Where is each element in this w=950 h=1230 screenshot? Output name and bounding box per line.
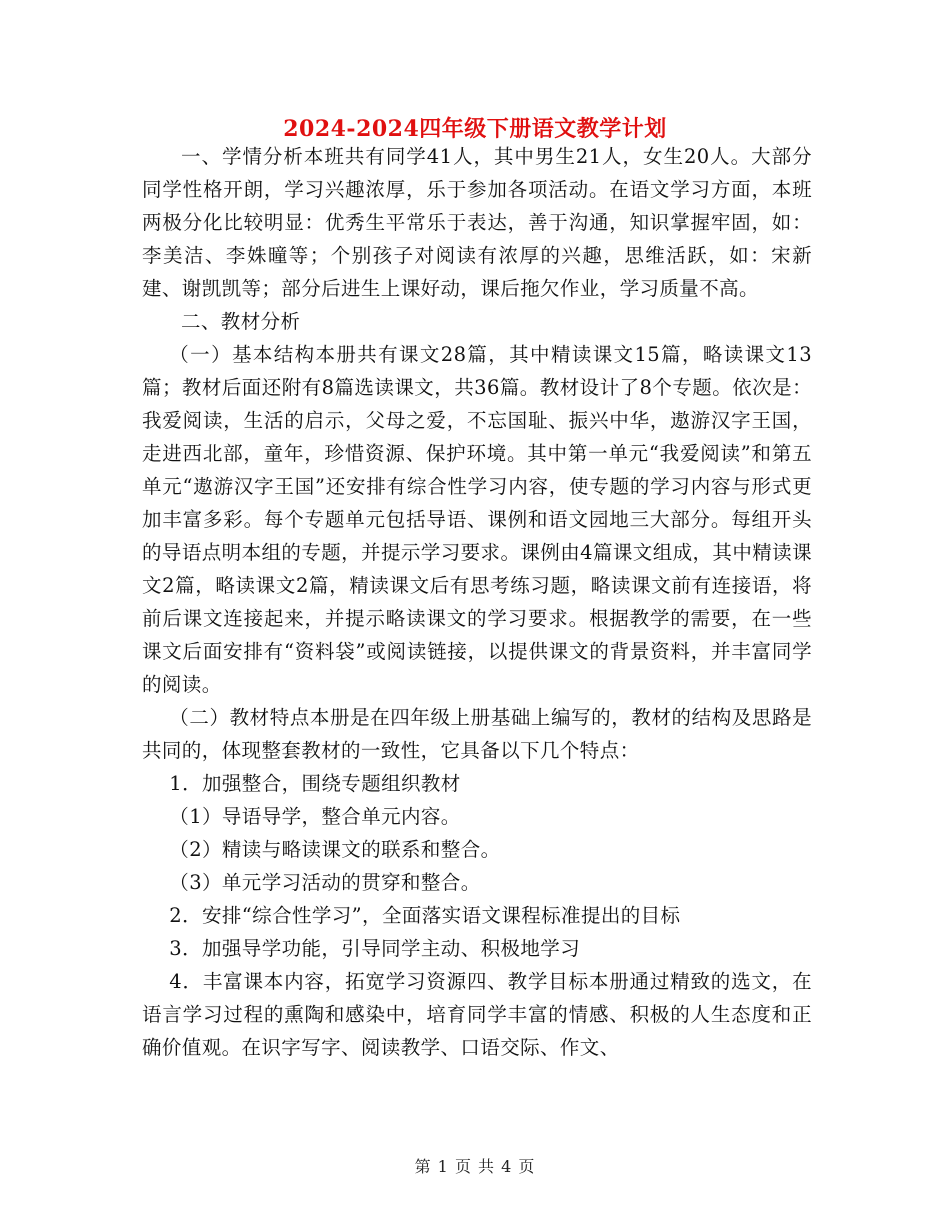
paragraph-textbook-analysis-heading: 二、教材分析 [181, 310, 301, 333]
document-title: 2024-2024四年级下册语文教学计划 [283, 116, 667, 142]
paragraph-feature-4-and-goals: 4．丰富课本内容，拓宽学习资源四、教学目标本册通过精致的选文，在语言学习过程的熏陶和感染中，培育同学丰富的情感、积极的人生态度和正确价值观。在识字写字、阅读教学、口语交际、作文、 [142, 970, 812, 1059]
paragraph-feature-1-sub-1: （1）导语导学，整合单元内容。 [169, 805, 461, 828]
paragraph-basic-structure: （一）基本结构本册共有课文28篇，其中精读课文15篇，略读课文13篇；教材后面还附有8篇选读课文，共36篇。教材设计了8个专题。依次是：我爱阅读，生活的启示，父母之爱，不忘国耻、振兴中华，遨游汉字王国，走进西北部，童年，珍惜资源、保护环境。其中第一单元“我爱阅读”和第五单元“遨游汉字王国”还安排有综合性学习内容，使专题的学习内容与形式更加丰富多彩。每个专题单元包括导语、课例和语文园地三大部分。每组开头的导语点明本组的专题，并提示学习要求。课例由4篇课文组成，其中精读课文2篇，略读课文2篇，精读课文后有思考练习题，略读课文前有连接语，将前后课文连接起来，并提示略读课文的学习要求。根据教学的需要，在一些课文后面安排有“资料袋”或阅读链接，以提供课文的背景资料，并丰富同学的阅读。 [142, 343, 812, 696]
paragraph-feature-2: 2．安排“综合性学习”，全面落实语文课程标准提出的目标 [169, 904, 681, 927]
paragraph-feature-1-sub-2: （2）精读与略读课文的联系和整合。 [169, 838, 501, 861]
document-body [142, 140, 812, 1064]
paragraph-feature-3: 3．加强导学功能，引导同学主动、积极地学习 [169, 937, 581, 960]
paragraph-feature-1-sub-3: （3）单元学习活动的贯穿和整合。 [169, 871, 481, 894]
paragraph-feature-1: 1．加强整合，围绕专题组织教材 [169, 772, 461, 795]
paragraph-student-analysis: 一、学情分析本班共有同学41人，其中男生21人，女生20人。大部分同学性格开朗，学习兴趣浓厚，乐于参加各项活动。在语文学习方面，本班两极分化比较明显：优秀生平常乐于表达，善于沟通，知识掌握牢固，如：李美洁、李姝曈等；个别孩子对阅读有浓厚的兴趣，思维活跃，如：宋新建、谢凯凯等；部分后进生上课好动，课后拖欠作业，学习质量不高。 [142, 145, 812, 300]
paragraph-textbook-features: （二）教材特点本册是在四年级上册基础上编写的，教材的结构及思路是共同的，体现整套教材的一致性，它具备以下几个特点： [142, 706, 812, 762]
page-number-footer: 第 1 页 共 4 页 [414, 1157, 536, 1176]
